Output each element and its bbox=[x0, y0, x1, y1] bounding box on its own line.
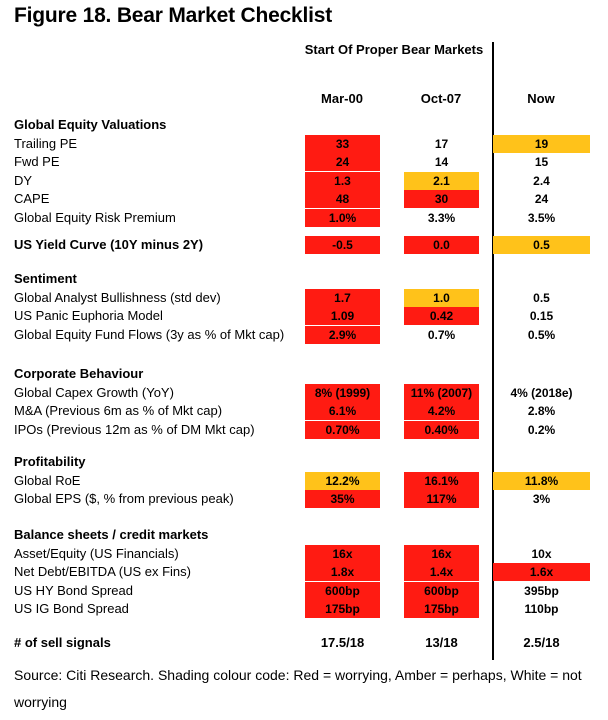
value-cell-mar-00: 1.8x bbox=[305, 563, 380, 581]
row-label: Global Analyst Bullishness (std dev) bbox=[14, 289, 221, 305]
value-cell-mar-00: 33 bbox=[305, 135, 380, 153]
column-header-mar-00: Mar-00 bbox=[321, 91, 363, 106]
section-title: Balance sheets / credit markets bbox=[14, 527, 209, 542]
value-cell-mar-00: 2.9% bbox=[305, 326, 380, 344]
row-label: Global Equity Risk Premium bbox=[14, 209, 176, 225]
table-row bbox=[0, 326, 608, 344]
value-cell-now: 2.4 bbox=[533, 173, 550, 188]
value-cell-mar-00: 8% (1999) bbox=[305, 384, 380, 402]
value-cell-now: 4% (2018e) bbox=[510, 385, 573, 400]
table-row bbox=[0, 545, 608, 563]
row-label: US Panic Euphoria Model bbox=[14, 308, 163, 323]
value-cell-oct-07: 13/18 bbox=[425, 635, 458, 650]
value-cell-now: 3.5% bbox=[527, 210, 556, 225]
value-cell-mar-00: -0.5 bbox=[305, 236, 380, 254]
section-header bbox=[0, 236, 608, 254]
bear-markets-group-header: Start Of Proper Bear Markets bbox=[304, 42, 484, 57]
table-row bbox=[0, 289, 608, 307]
value-cell-mar-00: 24 bbox=[305, 153, 380, 171]
value-cell-mar-00: 16x bbox=[305, 545, 380, 563]
section-header bbox=[0, 526, 608, 544]
table-row bbox=[0, 384, 608, 402]
value-cell-mar-00: 1.3 bbox=[305, 172, 380, 190]
value-cell-now: 2.5/18 bbox=[523, 635, 560, 650]
value-cell-oct-07: 1.0 bbox=[404, 289, 479, 307]
column-header-oct-07: Oct-07 bbox=[420, 91, 462, 106]
row-label: Fwd PE bbox=[14, 154, 60, 169]
table-row bbox=[0, 307, 608, 325]
value-cell-now: 395bp bbox=[524, 583, 559, 598]
value-cell-mar-00: 48 bbox=[305, 190, 380, 208]
row-label: US HY Bond Spread bbox=[14, 582, 133, 598]
value-cell-oct-07: 17 bbox=[434, 136, 449, 151]
row-label: IPOs (Previous 12m as % of DM Mkt cap) bbox=[14, 421, 255, 437]
source-note: Source: Citi Research. Shading colour code: Red = worrying, Amber = perhaps, White = not worrying bbox=[14, 667, 582, 710]
sell-signals-label: # of sell signals bbox=[14, 635, 111, 650]
value-cell-mar-00: 0.70% bbox=[305, 421, 380, 439]
value-cell-now: 2.8% bbox=[527, 404, 556, 418]
row-label: DY bbox=[14, 172, 33, 188]
value-cell-mar-00: 35% bbox=[305, 490, 380, 508]
value-cell-oct-07: 3.3% bbox=[427, 210, 456, 225]
value-cell-oct-07: 2.1 bbox=[404, 172, 479, 190]
section-header bbox=[0, 453, 608, 471]
table-row bbox=[0, 472, 608, 490]
value-cell-now: 0.5 bbox=[493, 236, 590, 254]
section-title: Sentiment bbox=[14, 271, 77, 286]
column-header-now: Now bbox=[527, 91, 555, 106]
value-cell-now: 10x bbox=[531, 546, 552, 561]
table-row bbox=[0, 190, 608, 208]
value-cell-mar-00: 600bp bbox=[305, 582, 380, 600]
value-cell-oct-07: 117% bbox=[404, 490, 479, 508]
section-header bbox=[0, 116, 608, 134]
value-cell-oct-07: 4.2% bbox=[404, 402, 479, 420]
value-cell-oct-07: 0.42 bbox=[404, 307, 479, 325]
table-row bbox=[0, 402, 608, 420]
value-cell-now: 3% bbox=[532, 492, 551, 506]
row-label: CAPE bbox=[14, 191, 50, 206]
row-label: Trailing PE bbox=[14, 135, 78, 151]
table-row bbox=[0, 490, 608, 508]
value-cell-oct-07: 1.4x bbox=[404, 563, 479, 581]
value-cell-oct-07: 16x bbox=[404, 545, 479, 563]
sell-signals-row bbox=[0, 634, 608, 652]
value-cell-now: 0.2% bbox=[527, 422, 556, 437]
value-cell-now: 11.8% bbox=[493, 472, 590, 490]
value-cell-oct-07: 0.7% bbox=[427, 327, 456, 342]
table-row bbox=[0, 421, 608, 439]
value-cell-oct-07: 0.0 bbox=[404, 236, 479, 254]
value-cell-oct-07: 16.1% bbox=[404, 472, 479, 490]
section-header bbox=[0, 270, 608, 288]
value-cell-oct-07: 30 bbox=[404, 190, 479, 208]
value-cell-now: 1.6x bbox=[493, 563, 590, 581]
value-cell-mar-00: 1.0% bbox=[305, 209, 380, 227]
value-cell-now: 0.5 bbox=[533, 290, 550, 305]
row-label: Net Debt/EBITDA (US ex Fins) bbox=[14, 564, 191, 579]
value-cell-oct-07: 11% (2007) bbox=[404, 384, 479, 402]
value-cell-mar-00: 175bp bbox=[305, 600, 380, 618]
table-row bbox=[0, 135, 608, 153]
table-row bbox=[0, 563, 608, 581]
row-label: Global Equity Fund Flows (3y as % of Mkt cap) bbox=[14, 326, 285, 342]
value-cell-mar-00: 1.7 bbox=[305, 289, 380, 307]
value-cell-oct-07: 0.40% bbox=[404, 421, 479, 439]
section-title: Corporate Behaviour bbox=[14, 366, 144, 381]
value-cell-mar-00: 12.2% bbox=[305, 472, 380, 490]
value-cell-now: 15 bbox=[534, 155, 549, 169]
row-label: Asset/Equity (US Financials) bbox=[14, 545, 179, 561]
section-title: Profitability bbox=[14, 454, 86, 469]
row-label: Global Capex Growth (YoY) bbox=[14, 384, 174, 400]
value-cell-mar-00: 6.1% bbox=[305, 402, 380, 420]
value-cell-mar-00: 17.5/18 bbox=[320, 635, 365, 650]
table-row bbox=[0, 209, 608, 227]
row-label: Global RoE bbox=[14, 472, 81, 488]
value-cell-now: 0.5% bbox=[527, 327, 556, 342]
table-row bbox=[0, 153, 608, 171]
value-cell-oct-07: 600bp bbox=[404, 582, 479, 600]
section-title: US Yield Curve (10Y minus 2Y) bbox=[14, 237, 204, 252]
row-label: US IG Bond Spread bbox=[14, 601, 129, 616]
value-cell-mar-00: 1.09 bbox=[305, 307, 380, 325]
section-header bbox=[0, 365, 608, 383]
value-cell-oct-07: 14 bbox=[434, 155, 449, 169]
table-row bbox=[0, 172, 608, 190]
section-title: Global Equity Valuations bbox=[14, 117, 167, 132]
row-label: M&A (Previous 6m as % of Mkt cap) bbox=[14, 403, 223, 418]
table-row bbox=[0, 600, 608, 618]
value-cell-now: 19 bbox=[493, 135, 590, 153]
value-cell-now: 0.15 bbox=[529, 309, 554, 323]
value-cell-oct-07: 175bp bbox=[404, 600, 479, 618]
figure-title: Figure 18. Bear Market Checklist bbox=[14, 4, 333, 27]
value-cell-now: 110bp bbox=[524, 602, 559, 616]
table-row bbox=[0, 582, 608, 600]
row-label: Global EPS ($, % from previous peak) bbox=[14, 491, 234, 506]
value-cell-now: 24 bbox=[534, 192, 549, 206]
